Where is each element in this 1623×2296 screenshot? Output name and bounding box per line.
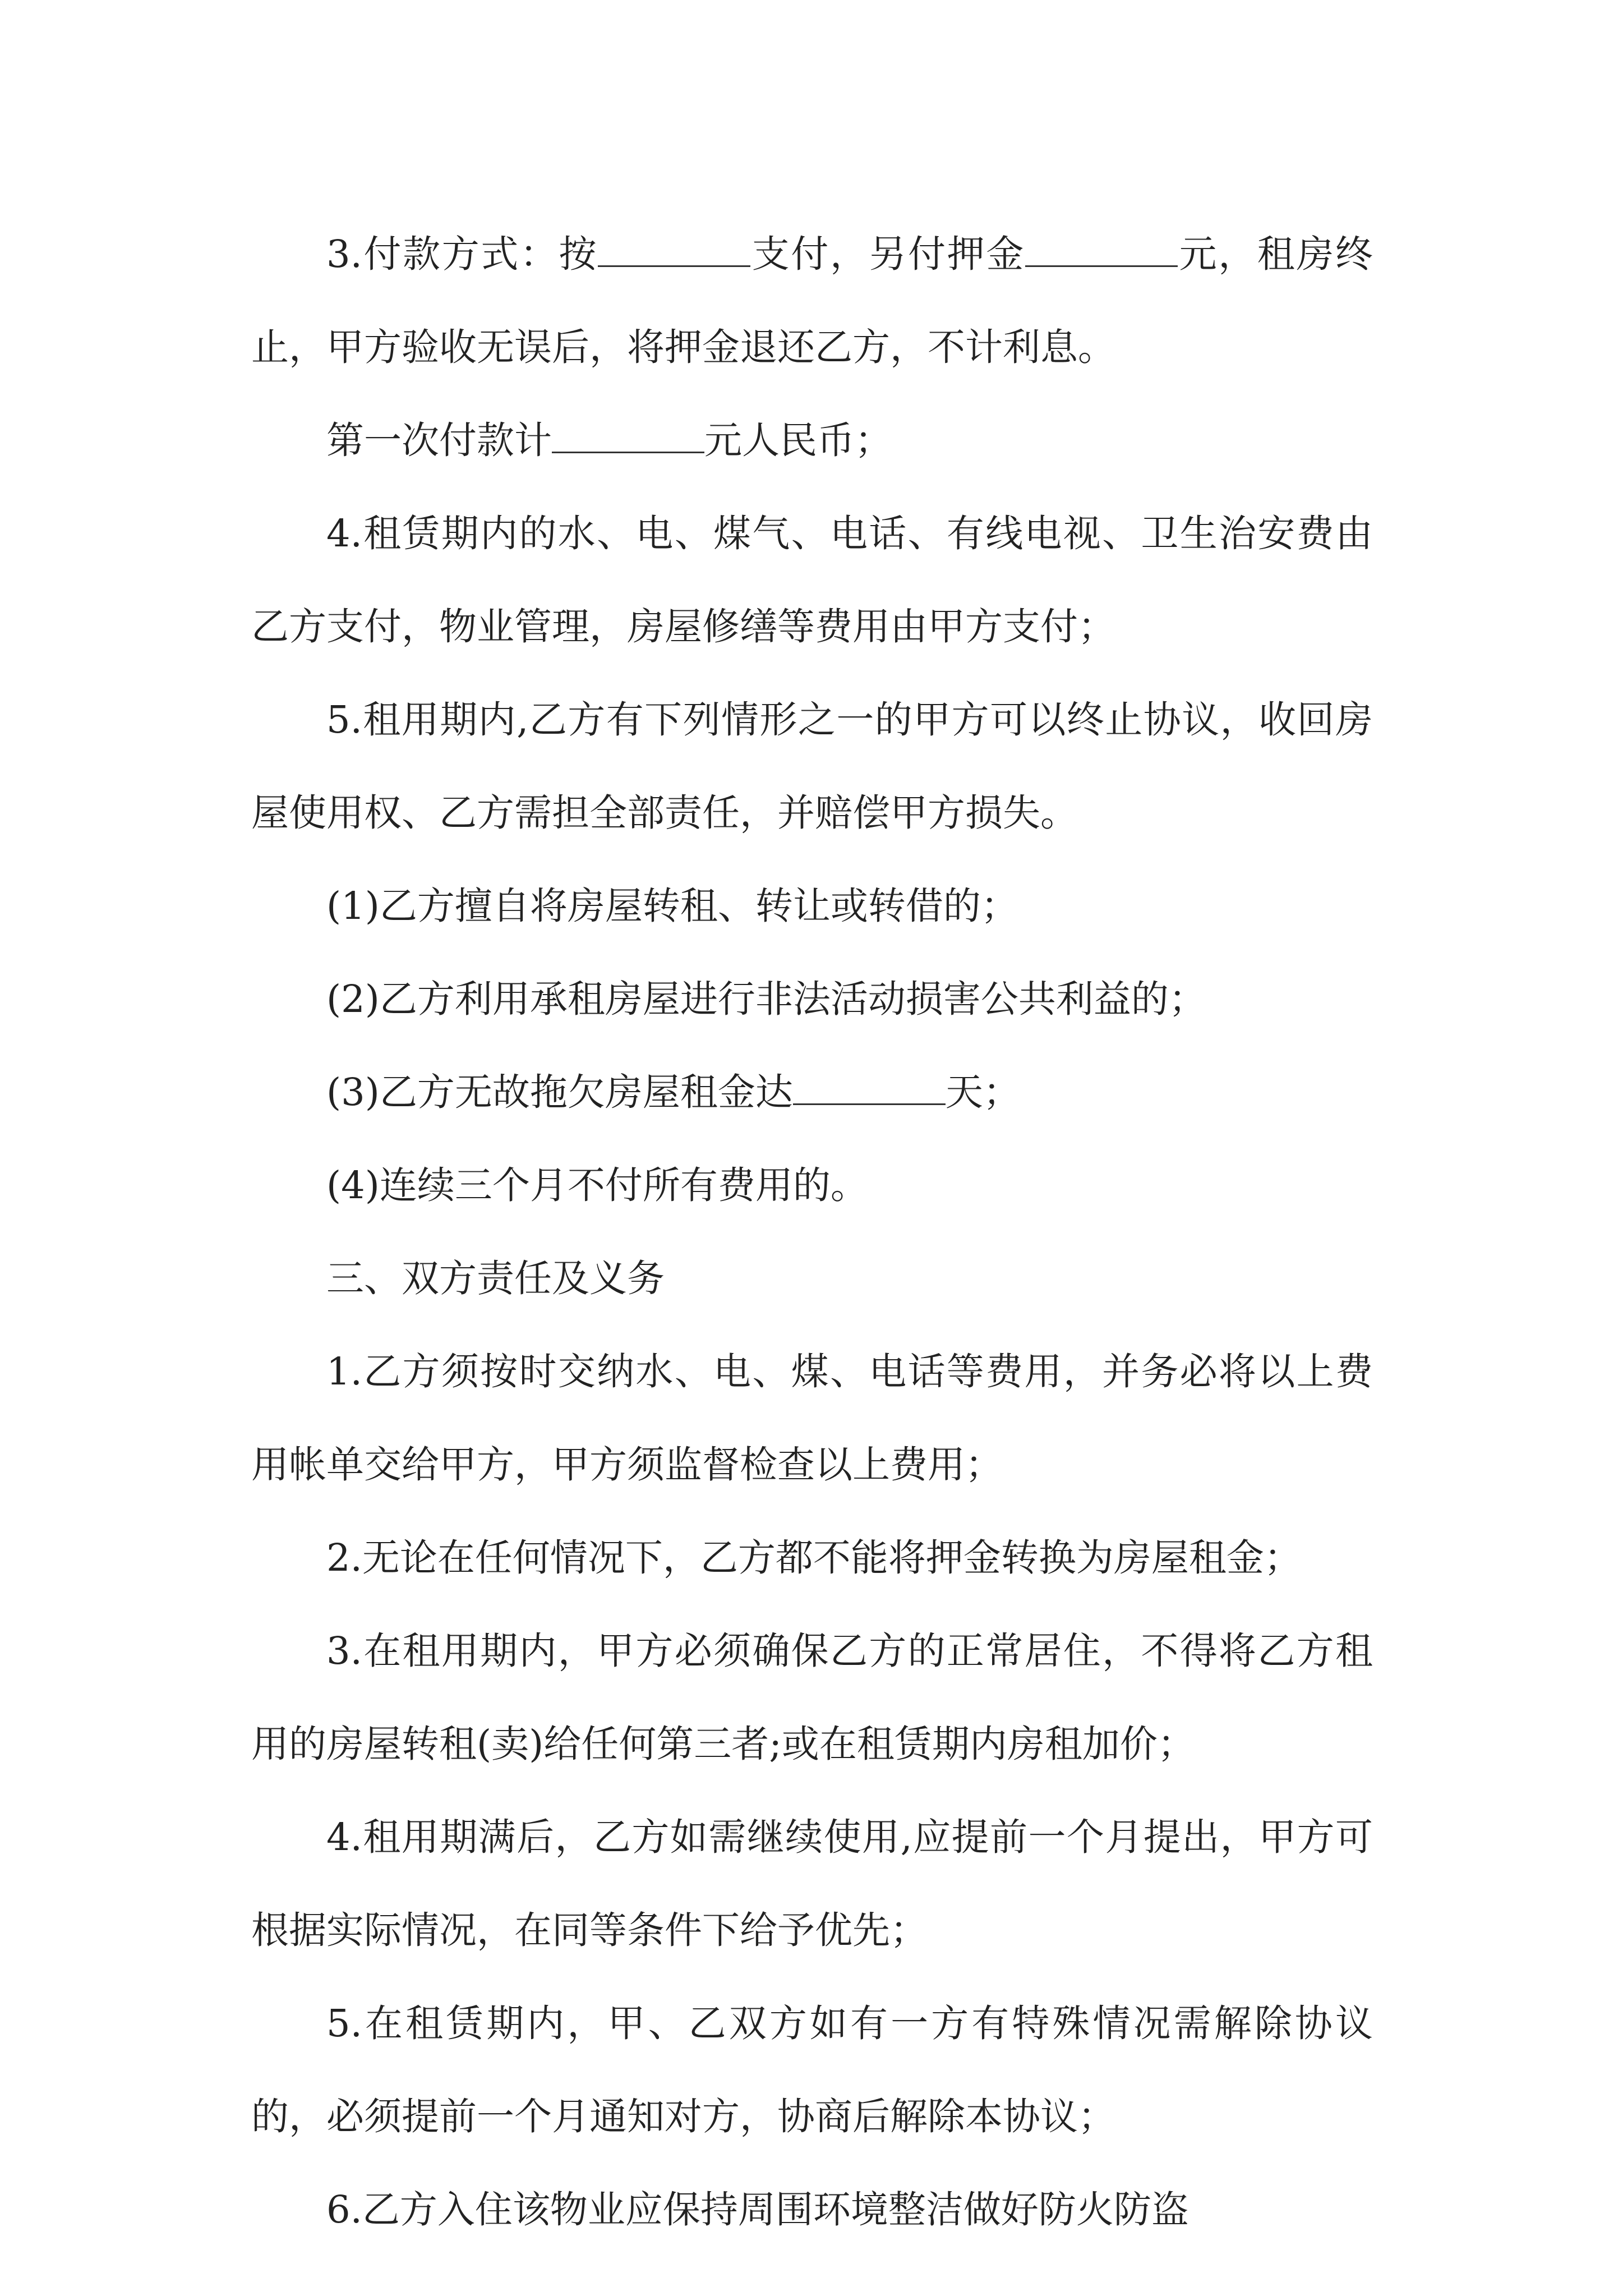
- paragraph-1: [251, 208, 1373, 394]
- paragraph-text: 3.付款方式：按: [326, 232, 598, 276]
- paragraph-4: [251, 673, 1373, 859]
- paragraph-text: 元人民币；: [704, 418, 892, 462]
- paragraph-2: [251, 394, 1373, 487]
- paragraph-5: [251, 859, 1373, 953]
- paragraph-text: 3.在租用期内，甲方必须确保乙方的正常居住，不得将乙方租用的房屋转租(卖)给任何第三者;或在租赁期内房租加价；: [251, 1629, 1373, 1766]
- paragraph-11: [251, 1511, 1373, 1604]
- blank-field: [1025, 228, 1178, 267]
- paragraph-10: [251, 1325, 1373, 1511]
- paragraph-text: 天；: [945, 1070, 1021, 1114]
- blank-field: [598, 228, 750, 267]
- paragraph-6: [251, 953, 1373, 1046]
- paragraph-text: 2.无论在任何情况下，乙方都不能将押金转换为房屋租金；: [326, 1536, 1302, 1580]
- paragraph-7: [251, 1046, 1373, 1139]
- paragraph-12: [251, 1604, 1373, 1791]
- paragraph-text: (3)乙方无故拖欠房屋租金达: [326, 1070, 793, 1114]
- paragraph-text: 第一次付款计: [326, 418, 552, 462]
- paragraph-3: [251, 487, 1373, 673]
- paragraph-15: [251, 2163, 1373, 2256]
- paragraph-text: 元，租房终止，甲方验收无误后，将押金退还乙方，不计利息。: [251, 232, 1373, 369]
- paragraph-text: (4)连续三个月不付所有费用的。: [326, 1163, 868, 1207]
- paragraph-8: [251, 1139, 1373, 1232]
- paragraph-text: 5.租用期内,乙方有下列情形之一的甲方可以终止协议，收回房屋使用权、乙方需担全部责任，并赔偿甲方损失。: [251, 698, 1373, 835]
- paragraph-text: 4.租赁期内的水、电、煤气、电话、有线电视、卫生治安费由乙方支付，物业管理，房屋修缮等费用由甲方支付；: [251, 512, 1373, 648]
- paragraph-13: [251, 1791, 1373, 1977]
- paragraph-text: 三、双方责任及义务: [326, 1257, 665, 1300]
- paragraph-text: 5.在租赁期内，甲、乙双方如有一方有特殊情况需解除协议的，必须提前一个月通知对方，协商后解除本协议；: [251, 2001, 1373, 2138]
- paragraph-text: 支付，另付押金: [750, 232, 1025, 276]
- paragraph-text: (2)乙方利用承租房屋进行非法活动损害公共利益的；: [326, 977, 1206, 1021]
- blank-field: [793, 1066, 946, 1105]
- paragraph-text: (1)乙方擅自将房屋转租、转让或转借的；: [326, 884, 1018, 928]
- paragraph-text: 6.乙方入住该物业应保持周围环境整洁做好防火防盗: [326, 2188, 1189, 2231]
- paragraph-text: 1.乙方须按时交纳水、电、煤、电话等费用，并务必将以上费用帐单交给甲方，甲方须监督检查以上费用；: [251, 1350, 1373, 1487]
- paragraph-9: [251, 1232, 1373, 1325]
- document-body: [251, 208, 1373, 2256]
- blank-field: [552, 415, 704, 453]
- paragraph-text: 4.租用期满后，乙方如需继续使用,应提前一个月提出，甲方可根据实际情况，在同等条件下给予优先；: [251, 1815, 1373, 1952]
- paragraph-14: [251, 1977, 1373, 2163]
